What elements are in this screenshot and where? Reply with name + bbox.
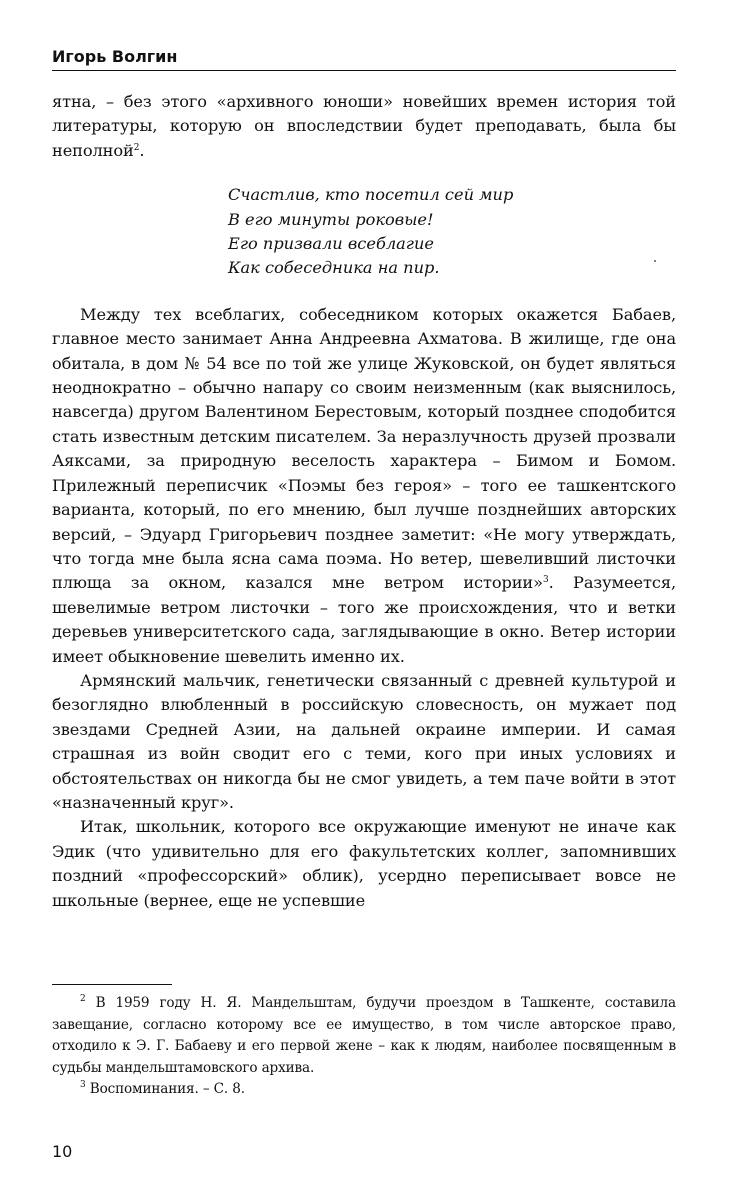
running-head-author: Игорь Волгин (52, 47, 178, 66)
poem-line: В его минуты роковые! (228, 209, 434, 229)
footnote-marker-3: 3 (80, 1080, 86, 1091)
poem-line: Счастлив, кто посетил сей мир (228, 185, 514, 205)
poem-line: Его призвали всеблагие (228, 234, 434, 254)
footnote-marker-2: 2 (80, 994, 86, 1004)
main-text (52, 90, 676, 913)
footnote-2 (52, 993, 676, 1079)
paragraph-1-text: ятна, – без этого «архивного юноши» новейших времен история той литературы, которую он впоследствии будет преподавать, была бы неполной (52, 92, 676, 160)
poem-epigraph (228, 183, 676, 281)
footnote-3 (52, 1079, 676, 1101)
poem-line: Как собеседника на пир. (228, 258, 440, 278)
paragraph-1-tail: . (139, 140, 145, 160)
footnote-3-text: Воспоминания. – С. 8. (85, 1081, 245, 1098)
paragraph-2-text-a: Между тех всеблагих, собеседником которых окажется Бабаев, главное место занимает Анна Андреевна Ахматова. В жилище, где она обитала, в дом № 54 все по той же улице Жуковской, он будет являться неоднократно – обычно напару со своим неизменным (как выяснилось, навсегда) другом Валентином Берестовым, который позднее сподобится стать известным детским писателем. За неразлучность друзей прозвали Аяксами, за природную веселость характера – Бимом и Бомом. Прилежный переписчик «Поэмы без героя» – того ее ташкентского варианта, который, по его мнению, был лучше позднейших авторских версий, – Эдуард Григорьевич позднее заметит: «Не могу утверждать, что тогда мне была ясна сама поэма. Но ветер, шевеливший листочки плюща за окном, казался мне ветром истории» (52, 304, 676, 593)
footnote-ref-3[interactable]: 3 (542, 575, 549, 586)
paragraph-3: Армянский мальчик, генетически связанный с древней культурой и безоглядно влюбленный в российскую словесность, он мужает под звездами Средней Азии, на дальней окраине империи. И самая страшная из войн сводит его с теми, кого при иных условиях и обстоятельствах он никогда бы не смог увидеть, а тем паче войти в этот «назначенный круг». (52, 670, 676, 812)
paragraph-1 (52, 90, 676, 163)
paragraph-2-text-b: . Разумеется, шевелимые ветром листочки – того же происхождения, что и ветки деревьев университетского сада, заглядывающие в окно. Ветер истории имеет обыкновение шевелить именно их. (52, 573, 676, 666)
running-head (52, 44, 676, 71)
footnote-rule (52, 984, 172, 985)
page-number: 10 (52, 1142, 73, 1161)
paragraph-4: Итак, школьник, которого все окружающие именуют не иначе как Эдик (что удивительно для его факультетских коллег, запомнивших поздний «профессорский» облик), усердно переписывает вовсе не школьные (вернее, еще не успевшие (52, 817, 676, 910)
footnote-ref-2[interactable]: 2 (133, 142, 140, 153)
paragraph-2 (52, 303, 676, 669)
footnote-2-text: В 1959 году Н. Я. Мандельштам, будучи проездом в Ташкенте, составила завещание, согласно которому все ее имущество, в том числе авторское право, отходило к Э. Г. Бабаеву и его первой жене – как к людям, наиболее посвященным в судьбы мандельштамовского архива. (52, 995, 676, 1076)
footnotes (52, 984, 676, 1101)
book-page (52, 44, 676, 1164)
